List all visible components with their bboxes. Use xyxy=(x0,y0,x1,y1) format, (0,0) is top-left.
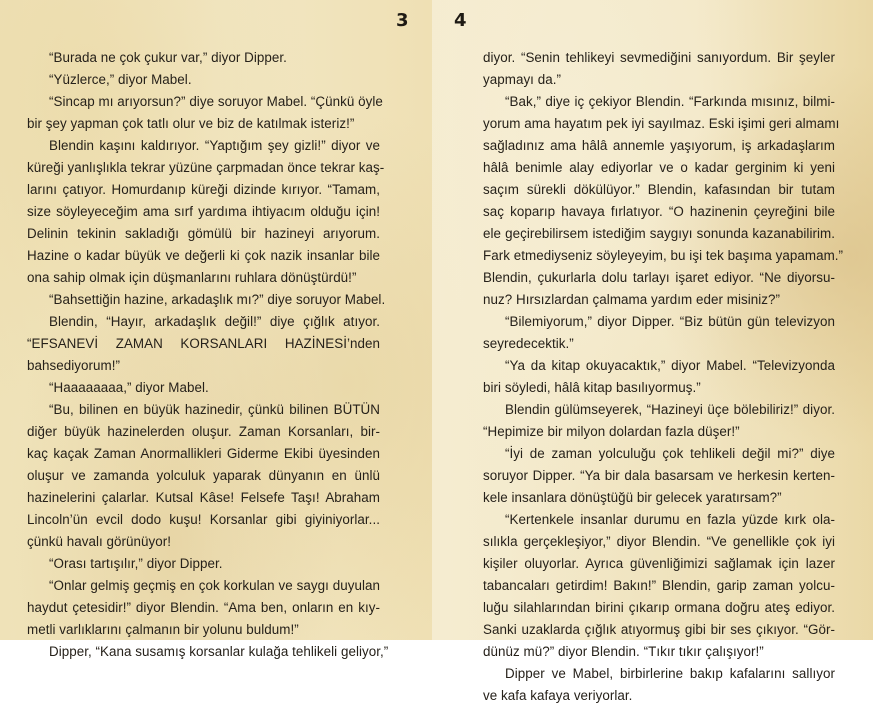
text-line: Delinin tekinin sakladığı gömülü bir hazineyi arıyorum. xyxy=(27,226,380,241)
right-page xyxy=(432,0,873,703)
text-line: yapmayı da.” xyxy=(483,72,562,87)
text-line: kaç kaçak Zaman Anormallikleri Giderme Ekibi üyesinden xyxy=(27,446,380,461)
text-line: diyor. “Senin tehlikeyi sevmediğini sanıyordum. Bir şeyler xyxy=(483,50,835,65)
page-number: 4 xyxy=(454,10,467,31)
text-line: saç koparıp havaya fırlatıyor. “O hazinenin çeyreğini bile xyxy=(483,204,835,219)
text-line: “EFSANEVİ ZAMAN KORSANLARI HAZİNESİ’nden xyxy=(27,336,380,351)
text-line: size söyleyeceğim ama sırf yardıma ihtiyacım olduğu için! xyxy=(27,204,380,219)
text-line: sağladınız ama hâlâ annemle yaşıyorum, iş arkadaşlarım xyxy=(483,138,835,153)
text-line: luğu silahlarından birini çıkarıp ormana doğru ateş ediyor. xyxy=(483,600,835,615)
page-text xyxy=(483,47,844,707)
text-line: oluşur ve zamanda yolculuk yaparak dünyanın en ünlü xyxy=(27,468,380,483)
text-line: Hazine o kadar büyük ve değerli ki çok nazik insanlar bile xyxy=(27,248,380,263)
text-line: “Orası tartışılır,” diyor Dipper. xyxy=(49,556,223,571)
text-line: “Bahsettiğin hazine, arkadaşlık mı?” diye soruyor Mabel. xyxy=(49,292,386,307)
text-line: Blendin, “Hayır, arkadaşlık değil!” diye çığlık atıyor. xyxy=(49,314,380,329)
text-line: “Haaaaaaaa,” diyor Mabel. xyxy=(49,380,209,395)
text-line: Blendin kaşını kaldırıyor. “Yaptığım şey gizli!” diyor ve xyxy=(49,138,380,153)
text-line: bahsediyorum!” xyxy=(27,358,120,373)
text-line: “Bak,” diye iç çekiyor Blendin. “Farkında mısınız, bilmi- xyxy=(505,94,835,109)
text-line: ele geçirebilirsem istediğim saygıyı sonunda kazanabilirim. xyxy=(483,226,835,241)
text-line: larını çatıyor. Homurdanıp küreği dizinde kırıyor. “Tamam, xyxy=(27,182,380,197)
text-line: ve kafa kafaya veriyorlar. xyxy=(483,688,633,703)
text-line: “Yüzlerce,” diyor Mabel. xyxy=(49,72,192,87)
text-line: tabancaları getirdim! Bakın!” Blendin, garip zaman yolcu- xyxy=(483,578,835,593)
text-line: Lincoln’ün evcil dodo kuşu! Korsanlar gibi giyiniyorlar... xyxy=(27,512,380,527)
page-text xyxy=(27,47,389,663)
text-line: “Sincap mı arıyorsun?” diye soruyor Mabel. “Çünkü öyle xyxy=(49,94,383,109)
text-line: “Ya da kitap okuyacaktık,” diyor Mabel. “Televizyonda xyxy=(505,358,835,373)
text-line: Dipper ve Mabel, birbirlerine bakıp kafalarını sallıyor xyxy=(505,666,835,681)
text-line: Dipper, “Kana susamış korsanlar kulağa tehlikeli geliyor,” xyxy=(49,644,389,659)
text-line: biri söyledi, hâlâ kitap basılıyormuş.” xyxy=(483,380,701,395)
text-line: sılıkla gerçekleşiyor,” diyor Blendin. “Ve genellikle çok iyi xyxy=(483,534,835,549)
text-line: kişiler oluyorlar. Ayrıca güvenliğimizi sağlamak için lazer xyxy=(483,556,835,571)
left-page xyxy=(0,0,432,659)
text-line: haydut çetesidir!” diyor Blendin. “Ama ben, onların en kıy- xyxy=(27,600,380,615)
text-line: metli varlıklarını çalmanın bir yolunu buldum!” xyxy=(27,622,299,637)
text-line: Sanki uzaklarda çığlık atıyormuş gibi bir ses çıkıyor. “Gör- xyxy=(483,622,835,637)
text-line: “Hepimize bir milyon dolardan fazla düşer!” xyxy=(483,424,740,439)
text-line: hazinelerini çalarlar. Kutsal Kâse! Felsefe Taşı! Abraham xyxy=(27,490,380,505)
text-line: “Burada ne çok çukur var,” diyor Dipper. xyxy=(49,50,287,65)
text-line: Blendin gülümseyerek, “Hazineyi üçe bölebiliriz!” diyor. xyxy=(505,402,835,417)
text-line: dünüz mü?” diyor Blendin. “Tıkır tıkır çalışıyor!” xyxy=(483,644,764,659)
text-line: soruyor Dipper. “Ya bir dala basarsam ve herkesin kerten- xyxy=(483,468,835,483)
text-line: “İyi de zaman yolculuğu çok tehlikeli değil mi?” diye xyxy=(505,446,835,461)
text-line: nuz? Hırsızlardan çalmama yardım eder misiniz?” xyxy=(483,292,781,307)
text-line: çünkü havalı görünüyor! xyxy=(27,534,172,549)
page-number: 3 xyxy=(396,10,409,31)
text-line: yorum ama hayatım pek iyi sayılmaz. Eski işimi geri almamı xyxy=(483,116,840,131)
text-line: “Onlar gelmiş geçmiş en çok korkulan ve saygı duyulan xyxy=(49,578,380,593)
text-line: “Bilemiyorum,” diyor Dipper. “Biz bütün gün televizyon xyxy=(505,314,835,329)
text-line: kele insanlara dönüştüğü bir gelecek yaratırsam?” xyxy=(483,490,782,505)
text-line: “Bu, bilinen en büyük hazinedir, çünkü bilinen BÜTÜN xyxy=(49,402,380,417)
text-line: ona sahip olmak için düşmanlarını ruhlara dönüştürdü!” xyxy=(27,270,357,285)
text-line: küreği yanlışlıkla tekrar yüzüne çarpmadan önce tekrar kaş- xyxy=(27,160,385,175)
text-line: diğer büyük hazinelerden oluşur. Zaman Korsanları, bir- xyxy=(27,424,380,439)
text-line: Blendin, çukurlarla dolu tarlayı işaret ediyor. “Ne diyorsu- xyxy=(483,270,835,285)
text-line: hâlâ benimle alay ediyorlar ve o kadar gerginim ki yeni xyxy=(483,160,835,175)
text-line: saçım sürekli dökülüyor.” Blendin, kafasından bir tutam xyxy=(483,182,835,197)
text-line: bir şey yapman çok tatlı olur ve biz de katılmak isteriz!” xyxy=(27,116,355,131)
text-line: Fark etmediyseniz söyleyeyim, bu işi tek başıma yapamam.” xyxy=(483,248,844,263)
text-line: “Kertenkele insanlar durumu en fazla yüzde kırk ola- xyxy=(505,512,835,527)
text-line: seyredecektik.” xyxy=(483,336,574,351)
